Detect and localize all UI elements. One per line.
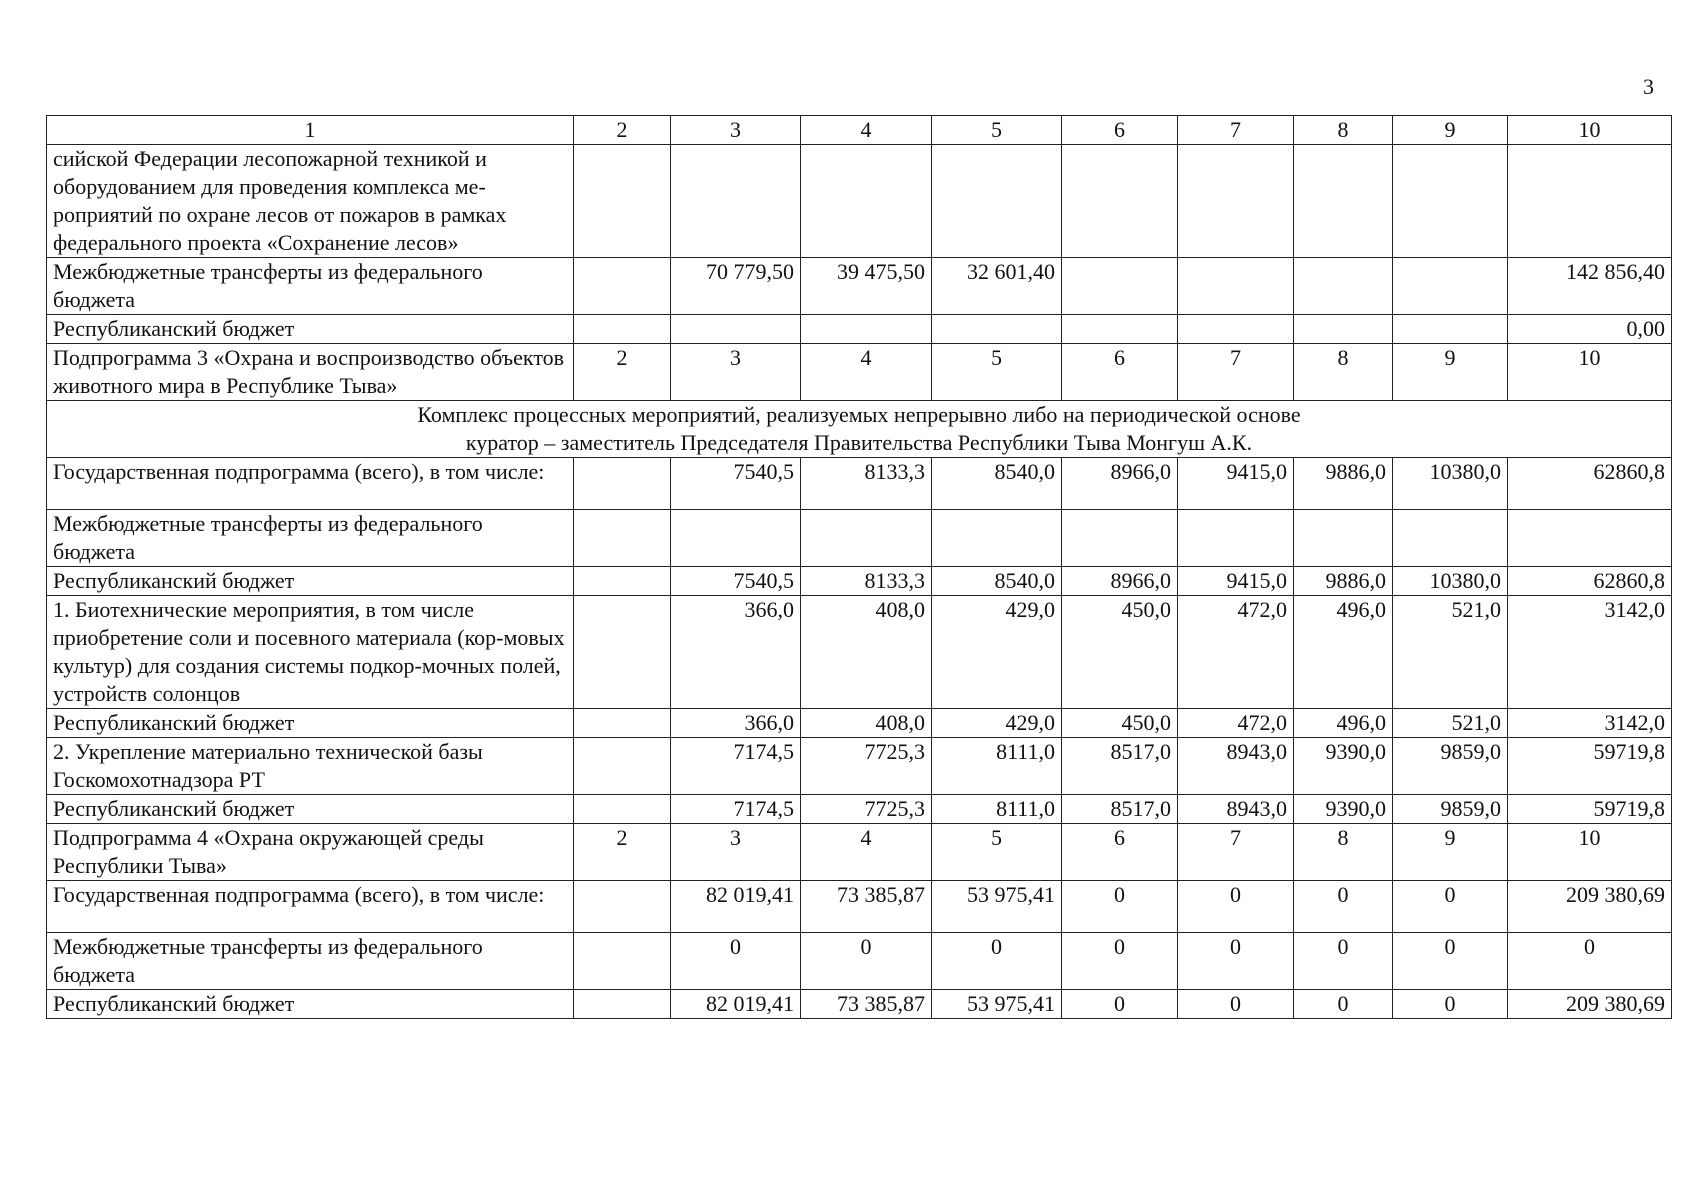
value-cell: 9859,0: [1393, 738, 1508, 795]
table-row: [47, 567, 1672, 596]
row-label: Государственная подпрограмма (всего), в том числе:: [47, 881, 574, 933]
value-cell: 7174,5: [671, 795, 801, 824]
table-row: [47, 933, 1672, 990]
value-cell: 0: [671, 933, 801, 990]
value-cell: 7725,3: [801, 795, 932, 824]
page-number: 3: [1643, 74, 1654, 99]
value-cell: 10: [1508, 344, 1672, 401]
value-cell: 0: [1294, 990, 1393, 1019]
value-cell: [574, 990, 671, 1019]
value-cell: 521,0: [1393, 596, 1508, 709]
value-cell: 408,0: [801, 709, 932, 738]
value-cell: [1062, 510, 1178, 567]
value-cell: 8111,0: [932, 795, 1062, 824]
value-cell: [574, 510, 671, 567]
value-cell: 0: [932, 933, 1062, 990]
value-cell: [671, 145, 801, 258]
table-row: [47, 510, 1672, 567]
value-cell: 10380,0: [1393, 458, 1508, 510]
value-cell: [801, 510, 932, 567]
header-row: [47, 116, 1672, 145]
row-label: Республиканский бюджет: [47, 990, 574, 1019]
value-cell: 4: [801, 824, 932, 881]
value-cell: [1294, 145, 1393, 258]
value-cell: [1294, 510, 1393, 567]
value-cell: 59719,8: [1508, 738, 1672, 795]
table-row: [47, 881, 1672, 933]
value-cell: 7725,3: [801, 738, 932, 795]
value-cell: [932, 145, 1062, 258]
table-row: [47, 990, 1672, 1019]
value-cell: 5: [932, 344, 1062, 401]
value-cell: 0: [801, 933, 932, 990]
value-cell: 429,0: [932, 709, 1062, 738]
value-cell: 53 975,41: [932, 990, 1062, 1019]
value-cell: [671, 315, 801, 344]
value-cell: [1062, 145, 1178, 258]
value-cell: 8: [1294, 824, 1393, 881]
table-row: [47, 596, 1672, 709]
value-cell: 9390,0: [1294, 795, 1393, 824]
value-cell: 4: [801, 344, 932, 401]
row-label: 2. Укрепление материально технической базы Госкомохотнадзора РТ: [47, 738, 574, 795]
value-cell: 0: [1294, 881, 1393, 933]
value-cell: [1178, 315, 1294, 344]
value-cell: 9: [1393, 824, 1508, 881]
row-label: Республиканский бюджет: [47, 567, 574, 596]
value-cell: 7: [1178, 824, 1294, 881]
value-cell: 0: [1062, 933, 1178, 990]
value-cell: 408,0: [801, 596, 932, 709]
value-cell: 429,0: [932, 596, 1062, 709]
header-cell: 3: [671, 116, 801, 145]
value-cell: 209 380,69: [1508, 881, 1672, 933]
table-row: [47, 795, 1672, 824]
value-cell: 7540,5: [671, 458, 801, 510]
row-label: Республиканский бюджет: [47, 709, 574, 738]
row-label: Республиканский бюджет: [47, 315, 574, 344]
value-cell: 5: [932, 824, 1062, 881]
value-cell: 2: [574, 344, 671, 401]
value-cell: 10: [1508, 824, 1672, 881]
value-cell: 496,0: [1294, 596, 1393, 709]
value-cell: 9: [1393, 344, 1508, 401]
value-cell: 73 385,87: [801, 990, 932, 1019]
value-cell: [801, 315, 932, 344]
table-row: [47, 738, 1672, 795]
value-cell: 3142,0: [1508, 596, 1672, 709]
value-cell: [1294, 258, 1393, 315]
value-cell: 0: [1062, 881, 1178, 933]
table-row: [47, 709, 1672, 738]
value-cell: 0: [1393, 990, 1508, 1019]
header-cell: 2: [574, 116, 671, 145]
value-cell: 9886,0: [1294, 458, 1393, 510]
value-cell: [1508, 510, 1672, 567]
value-cell: 366,0: [671, 596, 801, 709]
value-cell: 472,0: [1178, 596, 1294, 709]
value-cell: 32 601,40: [932, 258, 1062, 315]
value-cell: [574, 315, 671, 344]
value-cell: 8133,3: [801, 567, 932, 596]
value-cell: [1393, 145, 1508, 258]
value-cell: 8966,0: [1062, 458, 1178, 510]
complex-row: [47, 401, 1672, 458]
value-cell: [574, 881, 671, 933]
value-cell: 366,0: [671, 709, 801, 738]
value-cell: [932, 315, 1062, 344]
header-cell: 8: [1294, 116, 1393, 145]
value-cell: 3: [671, 824, 801, 881]
value-cell: 3142,0: [1508, 709, 1672, 738]
table-row: [47, 458, 1672, 510]
header-cell: 9: [1393, 116, 1508, 145]
value-cell: 0: [1393, 881, 1508, 933]
value-cell: 0: [1393, 933, 1508, 990]
header-cell: 5: [932, 116, 1062, 145]
value-cell: [1393, 315, 1508, 344]
value-cell: [671, 510, 801, 567]
row-label: Подпрограмма 3 «Охрана и воспроизводство объектов животного мира в Республике Тыва»: [47, 344, 574, 401]
header-cell: 10: [1508, 116, 1672, 145]
value-cell: 9886,0: [1294, 567, 1393, 596]
value-cell: 8966,0: [1062, 567, 1178, 596]
header-cell: 6: [1062, 116, 1178, 145]
value-cell: 0: [1178, 933, 1294, 990]
value-cell: [1393, 510, 1508, 567]
row-label: Государственная подпрограмма (всего), в том числе:: [47, 458, 574, 510]
value-cell: 0,00: [1508, 315, 1672, 344]
table-row: [47, 258, 1672, 315]
row-label: 1. Биотехнические мероприятия, в том числе приобретение соли и посевного материала (кор-мовых культур) для создания системы подкор-мочных полей, устройств солонцов: [47, 596, 574, 709]
value-cell: [574, 258, 671, 315]
value-cell: 8943,0: [1178, 795, 1294, 824]
value-cell: 62860,8: [1508, 458, 1672, 510]
table-row: [47, 315, 1672, 344]
value-cell: [574, 596, 671, 709]
table-row: [47, 824, 1672, 881]
complex-line-1: Комплекс процессных мероприятий, реализуемых непрерывно либо на периодической основе: [417, 402, 1301, 427]
value-cell: 496,0: [1294, 709, 1393, 738]
value-cell: 62860,8: [1508, 567, 1672, 596]
value-cell: 82 019,41: [671, 990, 801, 1019]
header-cell: 4: [801, 116, 932, 145]
row-label: Межбюджетные трансферты из федерального бюджета: [47, 258, 574, 315]
row-label: Подпрограмма 4 «Охрана окружающей среды Республики Тыва»: [47, 824, 574, 881]
value-cell: [1178, 258, 1294, 315]
complex-title: [47, 401, 1672, 458]
budget-table: [46, 115, 1672, 1019]
value-cell: [574, 795, 671, 824]
value-cell: [574, 738, 671, 795]
table-row: [47, 344, 1672, 401]
value-cell: 73 385,87: [801, 881, 932, 933]
table-row: [47, 145, 1672, 258]
value-cell: 0: [1062, 990, 1178, 1019]
value-cell: [932, 510, 1062, 567]
value-cell: 450,0: [1062, 596, 1178, 709]
value-cell: [1178, 510, 1294, 567]
header-cell: 7: [1178, 116, 1294, 145]
value-cell: 10380,0: [1393, 567, 1508, 596]
value-cell: 8: [1294, 344, 1393, 401]
value-cell: 8540,0: [932, 458, 1062, 510]
value-cell: 209 380,69: [1508, 990, 1672, 1019]
value-cell: 2: [574, 824, 671, 881]
value-cell: [1062, 258, 1178, 315]
value-cell: [574, 458, 671, 510]
value-cell: 8111,0: [932, 738, 1062, 795]
row-label: сийской Федерации лесопожарной техникой и оборудованием для проведения комплекса ме-роприятий по охране лесов от пожаров в рамках федерального проекта «Сохранение лесов»: [47, 145, 574, 258]
value-cell: 7540,5: [671, 567, 801, 596]
value-cell: 39 475,50: [801, 258, 932, 315]
value-cell: [1393, 258, 1508, 315]
value-cell: 0: [1508, 933, 1672, 990]
value-cell: [1178, 145, 1294, 258]
value-cell: 8133,3: [801, 458, 932, 510]
value-cell: 6: [1062, 344, 1178, 401]
value-cell: 0: [1178, 881, 1294, 933]
value-cell: [574, 709, 671, 738]
value-cell: [801, 145, 932, 258]
value-cell: [574, 567, 671, 596]
value-cell: 450,0: [1062, 709, 1178, 738]
complex-line-2: куратор – заместитель Председателя Правительства Республики Тыва Монгуш А.К.: [465, 430, 1253, 455]
header-cell: 1: [47, 116, 574, 145]
value-cell: 0: [1178, 990, 1294, 1019]
value-cell: 9859,0: [1393, 795, 1508, 824]
value-cell: 472,0: [1178, 709, 1294, 738]
table-body: [47, 116, 1672, 1019]
value-cell: 7: [1178, 344, 1294, 401]
value-cell: 142 856,40: [1508, 258, 1672, 315]
value-cell: 9390,0: [1294, 738, 1393, 795]
value-cell: 59719,8: [1508, 795, 1672, 824]
value-cell: 9415,0: [1178, 567, 1294, 596]
value-cell: 0: [1294, 933, 1393, 990]
value-cell: 8517,0: [1062, 795, 1178, 824]
value-cell: 8517,0: [1062, 738, 1178, 795]
value-cell: 70 779,50: [671, 258, 801, 315]
value-cell: 6: [1062, 824, 1178, 881]
value-cell: 9415,0: [1178, 458, 1294, 510]
value-cell: [1062, 315, 1178, 344]
value-cell: 8943,0: [1178, 738, 1294, 795]
value-cell: 521,0: [1393, 709, 1508, 738]
value-cell: 53 975,41: [932, 881, 1062, 933]
value-cell: [1508, 145, 1672, 258]
value-cell: [1294, 315, 1393, 344]
value-cell: [574, 145, 671, 258]
value-cell: [574, 933, 671, 990]
value-cell: 7174,5: [671, 738, 801, 795]
row-label: Межбюджетные трансферты из федерального бюджета: [47, 933, 574, 990]
value-cell: 82 019,41: [671, 881, 801, 933]
value-cell: 8540,0: [932, 567, 1062, 596]
row-label: Межбюджетные трансферты из федерального бюджета: [47, 510, 574, 567]
row-label: Республиканский бюджет: [47, 795, 574, 824]
value-cell: 3: [671, 344, 801, 401]
